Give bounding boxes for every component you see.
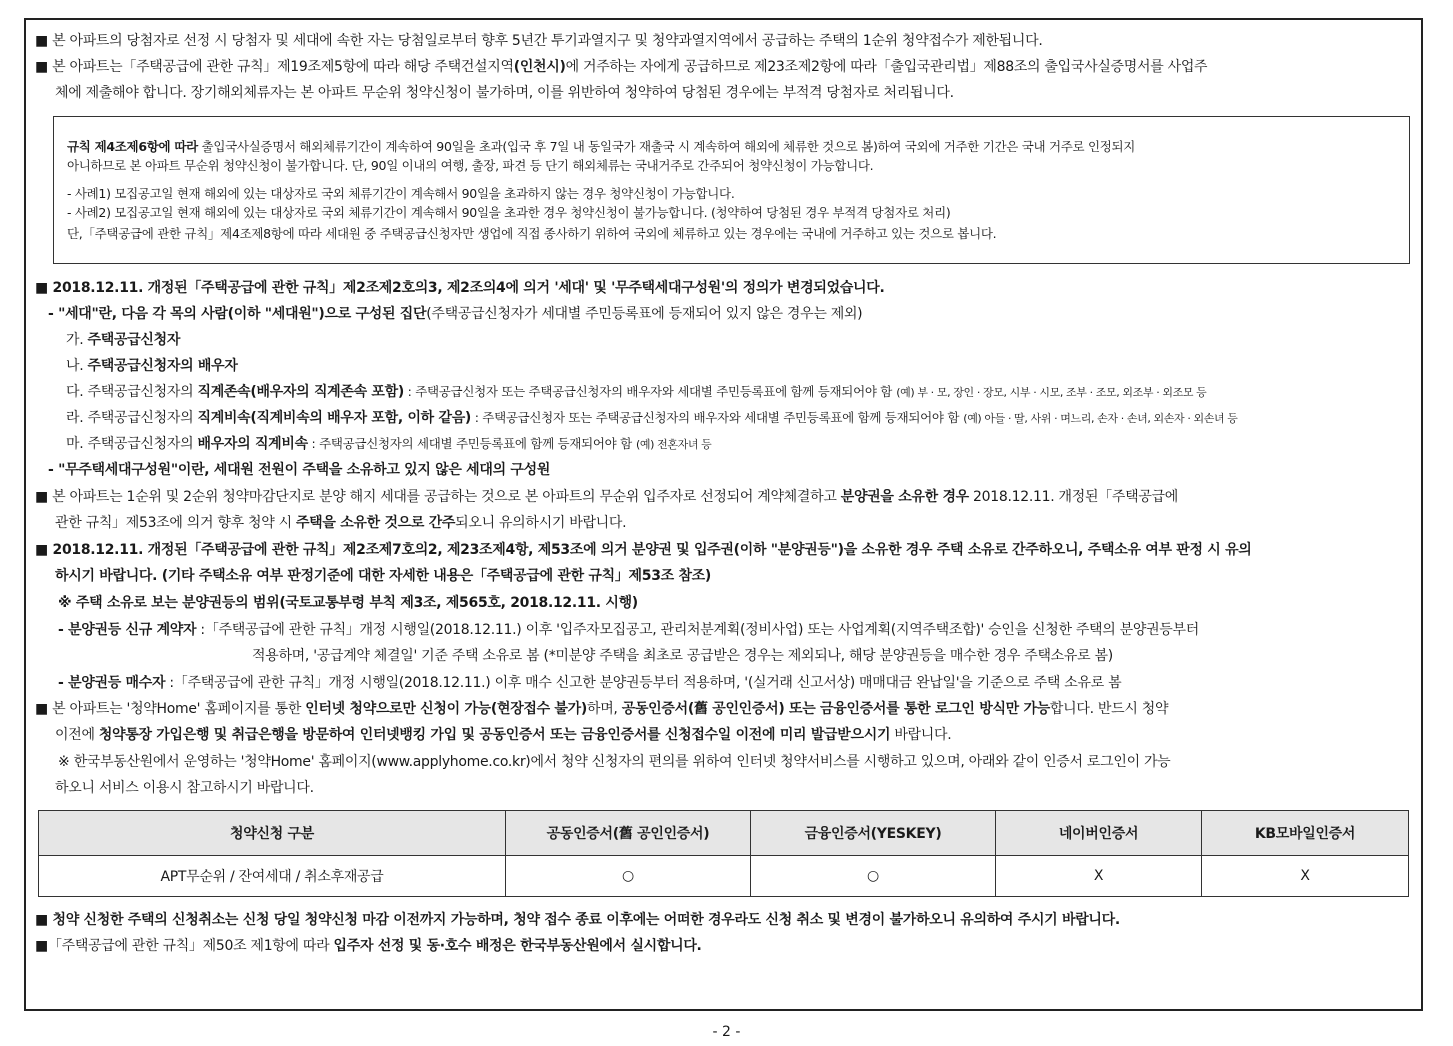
table-cell: APT무순위 / 잔여세대 / 취소후재공급 (39, 856, 506, 897)
page-number: - 2 - (712, 1024, 741, 1040)
table-row (39, 856, 1409, 897)
homeless-member-definition: - "무주택세대구성원"이란, 세대원 전원이 주택을 소유하고 있지 않은 세대의 구성원 (48, 462, 551, 478)
notice-residence: ■ 본 아파트는「주택공급에 관한 규칙」제19조제5항에 따라 해당 주택건설지역(인천시)에 거주하는 자에게 공급하므로 제23조제2항에 따라「출입국관리법」제88조의 출입국사실증명서를 사업주 (35, 59, 1208, 75)
member-ra: 라. 주택공급신청자의 직계비속(직계비속의 배우자 포함, 이하 같음) : 주택공급신청자 또는 주택공급신청자의 배우자와 세대별 주민등록표에 함께 등재되어야 함 (예) 아들 · 딸, 사위 · 며느리, 손자 · 손녀, 외손자 · 외손녀 등 (66, 410, 1238, 426)
box-line-1: 규칙 제4조제6항에 따라 출입국사실증명서 해외체류기간이 계속하여 90일을 초과(입국 후 7일 내 동일국가 재출국 시 계속하여 해외에 체류한 것으로 봄)하여 국외에 거주한 기간은 국내 거주로 인정되지 (67, 139, 1136, 154)
table-cell: X (996, 856, 1202, 897)
member-ga: 가. 주택공급신청자 (66, 332, 181, 348)
notice-ownership: ■ 2018.12.11. 개정된「주택공급에 관한 규칙」제2조제7호의2, 제23조제4항, 제53조에 의거 분양권 및 입주권(이하 "분양권등")을 소유한 경우 주택 소유로 간주하오니, 주택소유 여부 판정 시 유의 (35, 542, 1252, 558)
notice-internet-only-cont: 이전에 청약통장 가입은행 및 취급은행을 방문하여 인터넷뱅킹 가입 및 공동인증서 또는 금융인증서를 신청접수일 이전에 미리 발급받으시기 바랍니다. (55, 727, 952, 743)
table-header: 금융인증서(YESKEY) (751, 811, 996, 856)
household-definition: - "세대"란, 다음 각 목의 사람(이하 "세대원")으로 구성된 집단(주택공급신청자가 세대별 주민등록표에 등재되어 있지 않은 경우는 제외) (48, 306, 863, 322)
table-header-row (39, 811, 1409, 856)
table-cell: ○ (506, 856, 751, 897)
table-header: 네이버인증서 (996, 811, 1202, 856)
new-contractor-cont: 적용하며, '공급계약 체결일' 기준 주택 소유로 봄 (*미분양 주택을 최초로 공급받은 경우는 제외되나, 해당 분양권등을 매수한 경우 주택소유로 봄) (252, 648, 1113, 664)
notice-selection: ■「주택공급에 관한 규칙」제50조 제1항에 따라 입주자 선정 및 동·호수 배정은 한국부동산원에서 실시합니다. (35, 938, 702, 954)
notice-presale-rights-cont: 관한 규칙」제53조에 의거 향후 청약 시 주택을 소유한 것으로 간주되오니 유의하시기 바랍니다. (55, 515, 627, 531)
notice-cancellation: ■ 청약 신청한 주택의 신청취소는 신청 당일 청약신청 마감 이전까지 가능하며, 청약 접수 종료 이후에는 어떠한 경우라도 신청 취소 및 변경이 불가하오니 유의하여 주시기 바랍니다. (35, 912, 1120, 928)
box-line-2: 아니하므로 본 아파트 무순위 청약신청이 불가합니다. 단, 90일 이내의 여행, 출장, 파견 등 단기 해외체류는 국내거주로 간주되어 청약신청이 가능합니다. (67, 158, 874, 173)
notice-ownership-cont: 하시기 바랍니다. (기타 주택소유 여부 판정기준에 대한 자세한 내용은「주택공급에 관한 규칙」제53조 참조) (55, 568, 711, 584)
table-cell: X (1202, 856, 1409, 897)
new-contractor: - 분양권등 신규 계약자 :「주택공급에 관한 규칙」개정 시행일(2018.12.11.) 이후 '입주자모집공고, 관리처분계획(정비사업) 또는 사업계획(지역주택조합)' 승인을 신청한 주택의 분양권등부터 (58, 622, 1199, 638)
member-da: 다. 주택공급신청자의 직계존속(배우자의 직계존속 포함) : 주택공급신청자 또는 주택공급신청자의 배우자와 세대별 주민등록표에 함께 등재되어야 함 (예) 부 · 모, 장인 · 장모, 시부 · 시모, 조부 · 조모, 외조부 · 외조모 등 (66, 384, 1207, 400)
member-ma: 마. 주택공급신청자의 배우자의 직계비속 : 주택공급신청자의 세대별 주민등록표에 함께 등재되어야 함 (예) 전혼자녀 등 (66, 436, 712, 452)
table-header: 청약신청 구분 (39, 811, 506, 856)
notice-residence-cont: 체에 제출해야 합니다. 장기해외체류자는 본 아파트 무순위 청약신청이 불가하며, 이를 위반하여 청약하여 당첨된 경우에는 부적격 당첨자로 처리됩니다. (55, 85, 954, 101)
applyhome-note-cont: 하오니 서비스 이용시 참고하시기 바랍니다. (55, 780, 314, 796)
household-definition-heading: ■ 2018.12.11. 개정된「주택공급에 관한 규칙」제2조제2호의3, 제2조의4에 의거 '세대' 및 '무주택세대구성원'의 정의가 변경되었습니다. (35, 280, 885, 296)
box-case-1: - 사례1) 모집공고일 현재 해외에 있는 대상자로 국외 체류기간이 계속해서 90일을 초과하지 않는 경우 청약신청이 가능합니다. (67, 186, 735, 201)
member-na: 나. 주택공급신청자의 배우자 (66, 358, 238, 374)
notice-restriction: ■ 본 아파트의 당첨자로 선정 시 당첨자 및 세대에 속한 자는 당첨일로부터 향후 5년간 투기과열지구 및 청약과열지역에서 공급하는 주택의 1순위 청약접수가 제한됩니다. (35, 33, 1043, 49)
certificate-table (38, 810, 1409, 897)
ownership-scope-note: ※ 주택 소유로 보는 분양권등의 범위(국토교통부령 부칙 제3조, 제565호, 2018.12.11. 시행) (58, 595, 638, 611)
table-header: KB모바일인증서 (1202, 811, 1409, 856)
table-cell: ○ (751, 856, 996, 897)
table-header: 공동인증서(舊 공인인증서) (506, 811, 751, 856)
box-line-5: 단,「주택공급에 관한 규칙」제4조제8항에 따라 세대원 중 주택공급신청자만 생업에 직접 종사하기 위하여 국외에 체류하고 있는 경우에는 국내에 거주하고 있는 것으로 봅니다. (67, 226, 997, 241)
notice-internet-only: ■ 본 아파트는 '청약Home' 홈페이지를 통한 인터넷 청약으로만 신청이 가능(현장접수 불가)하며, 공동인증서(舊 공인인증서) 또는 금융인증서를 통한 로그인 방식만 가능합니다. 반드시 청약 (35, 701, 1169, 717)
buyer: - 분양권등 매수자 :「주택공급에 관한 규칙」개정 시행일(2018.12.11.) 이후 매수 신고한 분양권등부터 적용하며, '(실거래 신고서상) 매매대금 완납일'을 기준으로 주택 소유로 봄 (58, 675, 1122, 691)
applyhome-note: ※ 한국부동산원에서 운영하는 '청약Home' 홈페이지(www.applyhome.co.kr)에서 청약 신청자의 편의를 위하여 인터넷 청약서비스를 시행하고 있으며, 아래와 같이 인증서 로그인이 가능 (58, 754, 1171, 770)
box-case-2: - 사례2) 모집공고일 현재 해외에 있는 대상자로 국외 체류기간이 계속해서 90일을 초과한 경우 청약신청이 불가능합니다. (청약하여 당첨된 경우 부적격 당첨자로 처리) (67, 205, 951, 220)
notice-presale-rights: ■ 본 아파트는 1순위 및 2순위 청약마감단지로 분양 해지 세대를 공급하는 것으로 본 아파트의 무순위 입주자로 선정되어 계약체결하고 분양권을 소유한 경우 2018.12.11. 개정된「주택공급에 (35, 489, 1179, 505)
